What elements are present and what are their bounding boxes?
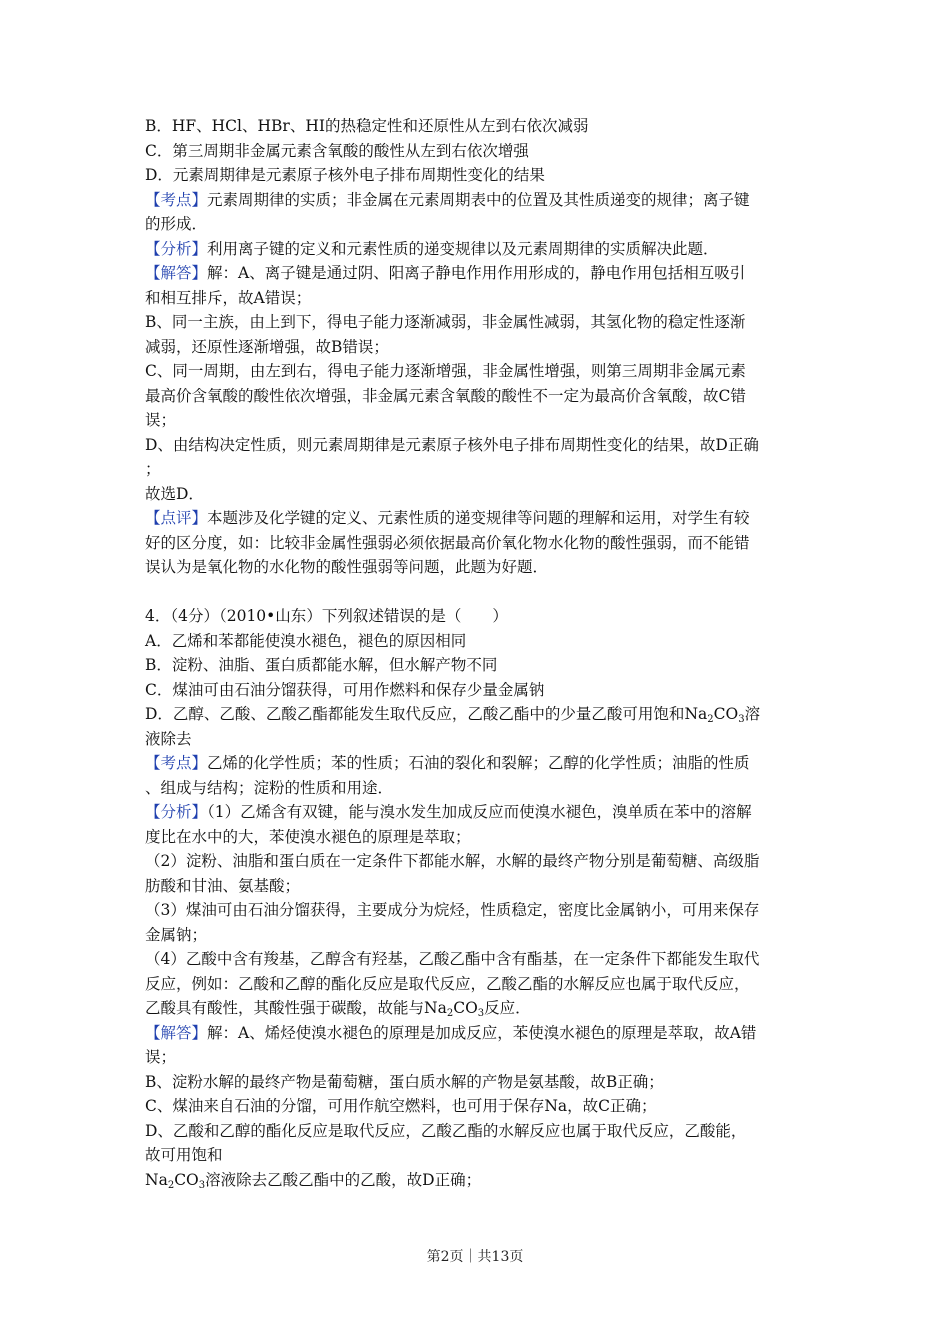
q4-fenxi-text: 乙酸具有酸性，其酸性强于碳酸，故能与 [145,999,425,1017]
q3-jieda-line: 误； [145,411,177,429]
q4-kaodian-cont: 、组成与结构；淀粉的性质和用途． [145,778,394,797]
jieda-label: 【解答】 [145,264,208,282]
kaodian-label: 【考点】 [145,190,208,209]
fenxi-label: 【分析】 [145,803,208,821]
formula-part: Na [684,705,708,723]
formula-subscript: 3 [198,1179,206,1191]
formula-part: CO [174,1170,199,1189]
q4-kaodian [145,751,810,776]
q4-option-b: B．淀粉、油脂、蛋白质都能水解，但水解产物不同 [145,656,498,674]
fenxi-label: 【分析】 [145,239,208,258]
dianping-label: 【点评】 [145,509,208,527]
formula-part: CO [713,705,739,723]
q4-jieda-line: B、淀粉水解的最终产物是葡萄糖，蛋白质水解的产物是氨基酸，故B正确； [145,1072,664,1091]
formula-part: CO [453,999,478,1017]
page-footer: 第2页｜共13页 [426,1249,524,1265]
q4-jieda-text: 解：A、烯烃使溴水褪色的原理是加成反应，苯使溴水褪色的原理是萃取，故A错 [207,1023,757,1042]
q4-fenxi-line: （4）乙酸中含有羧基，乙醇含有羟基，乙酸乙酯中含有酯基，在一定条件下都能发生取代 [145,950,760,968]
q3-dianping-text: 本题涉及化学键的定义、元素性质的递变规律等问题的理解和运用，对学生有较 [207,509,750,527]
q4-option-d-text: D．乙醇、乙酸、乙酸乙酯都能发生取代反应，乙酸乙酯中的少量乙酸可用饱和 [145,705,685,723]
q4-option-c: C．煤油可由石油分馏获得，可用作燃料和保存少量金属钠 [145,680,545,699]
q3-kaodian-cont: 的形成． [145,215,208,233]
q4-jieda-line: D、乙酸和乙醇的酯化反应是取代反应，乙酸乙酯的水解反应也属于取代反应，乙酸能， [145,1121,747,1140]
formula-subscript: 2 [446,1008,454,1019]
q3-jieda-line: 和相互排斥，故A错误； [145,288,312,307]
q3-jieda-line: ； [145,460,161,478]
q4-kaodian-text: 乙烯的化学性质；苯的性质；石油的裂化和裂解；乙醇的化学性质；油脂的性质 [207,754,750,772]
q4-fenxi-line: 肪酸和甘油、氨基酸； [145,876,301,895]
q4-jieda [145,1021,810,1046]
q4-fenxi-line: （3）煤油可由石油分馏获得，主要成分为烷烃，性质稳定，密度比金属钠小，可用来保存 [145,901,760,919]
q4-option-d-tail: 溶 [744,705,761,723]
formula-subscript: 2 [707,714,714,725]
q4-fenxi-line: 度比在水中的大，苯使溴水褪色的原理是萃取； [145,827,471,846]
q3-fenxi [145,237,810,262]
q4-jieda-line: 误； [145,1048,177,1066]
q3-option-d: D．元素周期律是元素原子核外电子排布周期性变化的结果 [145,166,545,184]
formula-na2co3 [684,705,744,723]
q3-jieda-line: B、同一主族，由上到下，得电子能力逐渐减弱，非金属性减弱，其氢化物的稳定性逐渐 [145,313,746,331]
formula-na2co3 [424,999,484,1017]
q4-jieda-line: C、煤油来自石油的分馏，可用作航空燃料，也可用于保存Na，故C正确； [145,1097,657,1115]
q4-option-d [145,702,810,727]
formula-subscript: 2 [167,1179,175,1191]
formula-part: Na [145,1170,168,1189]
formula-subscript: 3 [477,1008,485,1019]
q3-jieda-text: 解：A、离子键是通过阴、阳离子静电作用作用形成的，静电作用包括相互吸引 [207,264,746,282]
q3-jieda [145,261,810,286]
spacer [145,580,810,605]
q4-option-d-cont: 液除去 [145,729,192,748]
q4-fenxi-line [145,996,810,1021]
q4-fenxi-line: （2）淀粉、油脂和蛋白质在一定条件下都能水解，水解的最终产物分别是葡萄糖、高级脂 [145,852,760,870]
q3-jieda-line: C、同一周期，由左到右，得电子能力逐渐增强，非金属性增强，则第三周期非金属元素 [145,362,746,380]
q4-stem: 4．（4分）（2010•山东）下列叙述错误的是（ ） [145,607,508,625]
q3-fenxi-text: 利用离子键的定义和元素性质的递变规律以及元素周期律的实质解决此题． [207,239,719,258]
q3-kaodian [145,188,810,213]
q4-jieda-line: 故可用饱和 [145,1146,223,1164]
q4-fenxi-line: 反应，例如：乙酸和乙醇的酯化反应是取代反应，乙酸乙酯的水解反应也属于取代反应， [145,974,750,993]
q4-fenxi-tail: 反应． [484,999,531,1017]
formula-part: Na [424,999,447,1017]
q4-option-a: A．乙烯和苯都能使溴水褪色，褪色的原因相同 [145,631,467,650]
q4-fenxi [145,800,810,825]
jieda-label: 【解答】 [145,1023,208,1042]
q3-dianping-line: 误认为是氧化物的水化物的酸性强弱等问题，此题为好题． [145,558,549,576]
q3-kaodian-text: 元素周期律的实质；非金属在元素周期表中的位置及其性质递变的规律；离子键 [207,190,750,209]
document-body [145,114,810,1192]
q4-jieda-text: 溶液除去乙酸乙酯中的乙酸，故D正确； [205,1170,482,1189]
formula-subscript: 3 [738,714,745,725]
q4-jieda-line [145,1168,810,1193]
q3-dianping-line: 好的区分度，如：比较非金属性强弱必须依据最高价氧化物水化物的酸性强弱，而不能错 [145,533,750,552]
q3-option-c: C．第三周期非金属元素含氧酸的酸性从左到右依次增强 [145,141,529,160]
q3-option-b: B．HF、HCl、HBr、HI的热稳定性和还原性从左到右依次减弱 [145,117,589,135]
kaodian-label: 【考点】 [145,754,208,772]
q3-jieda-line: D、由结构决定性质，则元素周期律是元素原子核外电子排布周期性变化的结果，故D正确 [145,435,759,454]
q3-jieda-line: 最高价含氧酸的酸性依次增强，非金属元素含氧酸的酸性不一定为最高价含氧酸，故C错 [145,386,746,405]
q3-dianping [145,506,810,531]
q3-answer: 故选D． [145,484,204,503]
q4-fenxi-text: （1）乙烯含有双键，能与溴水发生加成反应而使溴水褪色，溴单质在苯中的溶解 [207,803,752,821]
q3-jieda-line: 减弱，还原性逐渐增强，故B错误； [145,337,389,356]
formula-na2co3 [145,1171,205,1189]
q4-fenxi-line: 金属钠； [145,925,208,944]
